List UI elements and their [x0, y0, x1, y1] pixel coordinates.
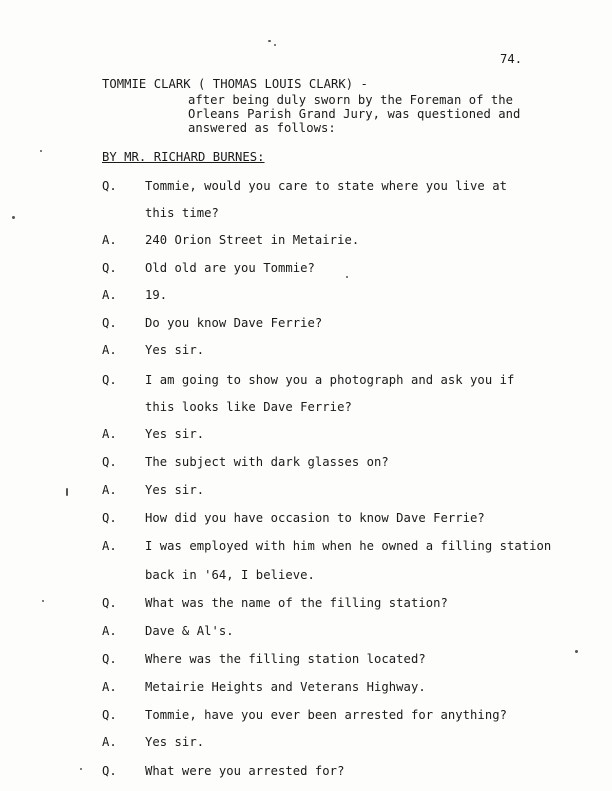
scan-speck: [274, 44, 276, 46]
answer-text: Metairie Heights and Veterans Highway.: [145, 680, 426, 694]
question-marker: Q.: [102, 708, 117, 722]
answer-marker: A.: [102, 483, 117, 497]
answer-text: Yes sir.: [145, 483, 205, 497]
scan-speck: [268, 40, 271, 42]
question-marker: Q.: [102, 764, 117, 778]
witness-heading: TOMMIE CLARK ( THOMAS LOUIS CLARK) -: [102, 77, 368, 91]
question-marker: Q.: [102, 316, 117, 330]
question-marker: Q.: [102, 455, 117, 469]
question-marker: Q.: [102, 373, 117, 387]
intro-line: Orleans Parish Grand Jury, was questioned and: [188, 107, 521, 121]
intro-line: answered as follows:: [188, 121, 336, 135]
answer-text: I was employed with him when he owned a filling station: [145, 539, 552, 553]
question-marker: Q.: [102, 179, 117, 193]
scan-speck: [80, 768, 82, 770]
question-text: I am going to show you a photograph and ask you if: [145, 373, 515, 387]
answer-marker: A.: [102, 343, 117, 357]
answer-marker: A.: [102, 539, 117, 553]
question-marker: Q.: [102, 261, 117, 275]
scan-speck: [346, 276, 348, 278]
question-marker: Q.: [102, 511, 117, 525]
question-text: Do you know Dave Ferrie?: [145, 316, 323, 330]
intro-line: after being duly sworn by the Foreman of the: [188, 93, 514, 107]
question-text: What were you arrested for?: [145, 764, 345, 778]
question-text: Old old are you Tommie?: [145, 261, 315, 275]
scan-speck: [66, 488, 68, 496]
scan-speck: [42, 600, 44, 602]
answer-text: back in '64, I believe.: [145, 568, 315, 582]
question-marker: Q.: [102, 596, 117, 610]
answer-marker: A.: [102, 624, 117, 638]
answer-text: 19.: [145, 288, 168, 302]
question-text: Tommie, would you care to state where you live at: [145, 179, 507, 193]
question-text: The subject with dark glasses on?: [145, 455, 389, 469]
answer-marker: A.: [102, 735, 117, 749]
answer-marker: A.: [102, 233, 117, 247]
examiner-heading: BY MR. RICHARD BURNES:: [102, 150, 265, 164]
question-text: What was the name of the filling station?: [145, 596, 448, 610]
scan-speck: [12, 216, 15, 219]
answer-marker: A.: [102, 288, 117, 302]
question-marker: Q.: [102, 652, 117, 666]
answer-text: 240 Orion Street in Metairie.: [145, 233, 360, 247]
question-text: How did you have occasion to know Dave Ferrie?: [145, 511, 485, 525]
question-text: Where was the filling station located?: [145, 652, 426, 666]
question-text: this time?: [145, 206, 219, 220]
answer-text: Yes sir.: [145, 427, 205, 441]
answer-text: Yes sir.: [145, 735, 205, 749]
answer-text: Dave & Al's.: [145, 624, 234, 638]
question-text: Tommie, have you ever been arrested for anything?: [145, 708, 507, 722]
answer-marker: A.: [102, 427, 117, 441]
question-text: this looks like Dave Ferrie?: [145, 400, 352, 414]
answer-text: Yes sir.: [145, 343, 205, 357]
page-number: 74.: [500, 52, 523, 66]
scan-speck: [40, 150, 42, 152]
answer-marker: A.: [102, 680, 117, 694]
scan-speck: [575, 650, 578, 653]
